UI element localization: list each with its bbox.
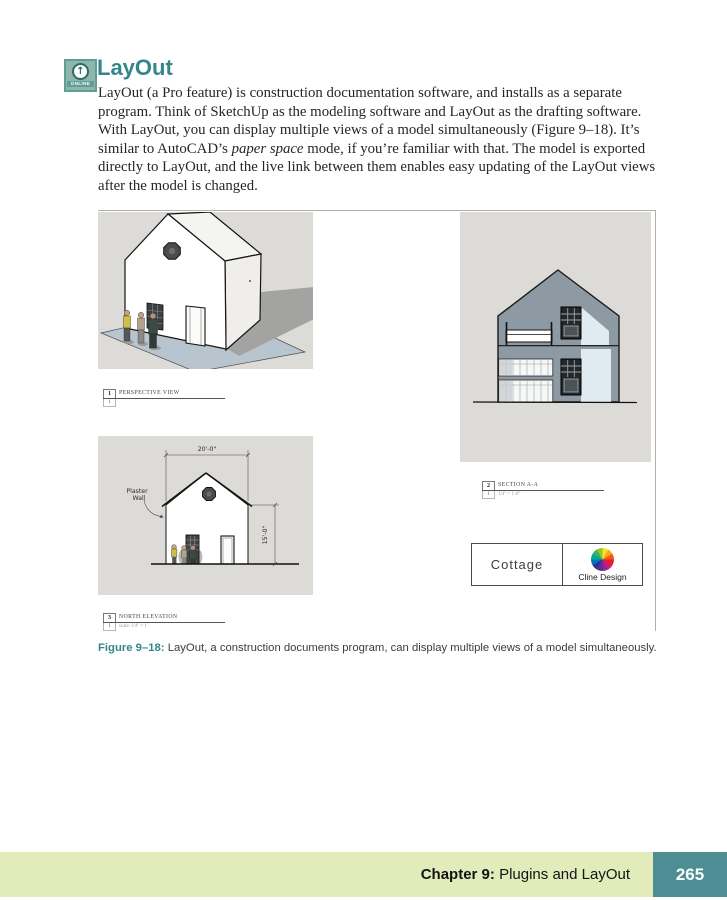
intro-italic-term: paper space [231,140,304,157]
intro-text-1: LayOut (a Pro feature) is construction documentation software, and installs as a separate program. Think of SketchUp as the modeling software and LayOut as the drafting software. With LayOut, you can display multiple views of a model simultaneously (Figure 9–18). It’s similar to AutoCAD’s [98,85,642,157]
figure-layout-document [98,210,656,631]
color-wheel-logo-icon [591,548,614,571]
page-number: 265 [653,852,727,897]
view-number: 3 [103,613,116,622]
perspective-view-image [98,212,313,369]
view-number: 1 [103,389,116,398]
view-scale-text: scale: 1/4" = 1' [119,624,148,629]
upload-arrow-icon [72,63,89,80]
section-heading: LayOut [97,55,173,80]
figure-caption [98,641,658,655]
section-view-image [460,212,651,462]
wall-note-line2: Wall [132,495,146,502]
chapter-label: Chapter 9: [420,866,495,883]
perspective-house-drawing [98,212,313,369]
view-title: SECTION A-A [498,482,539,488]
chapter-title: Plugins and LayOut [494,866,630,883]
view-scale-text [116,399,119,407]
view-scale-number: 1 [103,399,116,407]
figure-caption-label: Figure 9–18: [98,642,165,654]
view-scale-number: 1 [103,623,116,631]
view-title: PERSPECTIVE VIEW [119,390,180,396]
project-name: Cottage [472,544,563,585]
view-title: NORTH ELEVATION [119,614,178,620]
footer-bar [0,852,727,897]
online-badge [64,59,97,92]
figure-caption-text: LayOut, a construction documents program, can display multiple views of a model simultaneously. [167,642,657,654]
width-dimension-label: 20'-0" [197,446,217,453]
height-dimension-label: 15'-0" [262,525,269,545]
designer-name: Cline Design [578,571,627,582]
section-house-drawing [460,212,651,462]
perspective-view-title-block [103,389,225,407]
view-scale-number: 1 [482,491,495,499]
elevation-house-drawing [98,436,313,595]
section-view-title-block [482,481,604,499]
project-title-block [471,543,643,586]
north-elevation-title-block [103,613,225,631]
view-scale-text: 1/4" = 1'-0" [498,492,521,497]
view-number: 2 [482,481,495,490]
wall-note-line1: Plaster [126,488,148,495]
running-footer [421,852,630,897]
north-elevation-view-image [98,436,313,595]
arrow-glyph: ↑ [76,65,85,77]
intro-paragraph [98,84,664,196]
online-badge-label: ONLINE [67,81,94,87]
intro-text-2: mode, if you’re familiar with that. The model is exported directly to LayOut, and the live link between them enables easy updating of the LayOut views after the model is changed. [98,140,656,194]
